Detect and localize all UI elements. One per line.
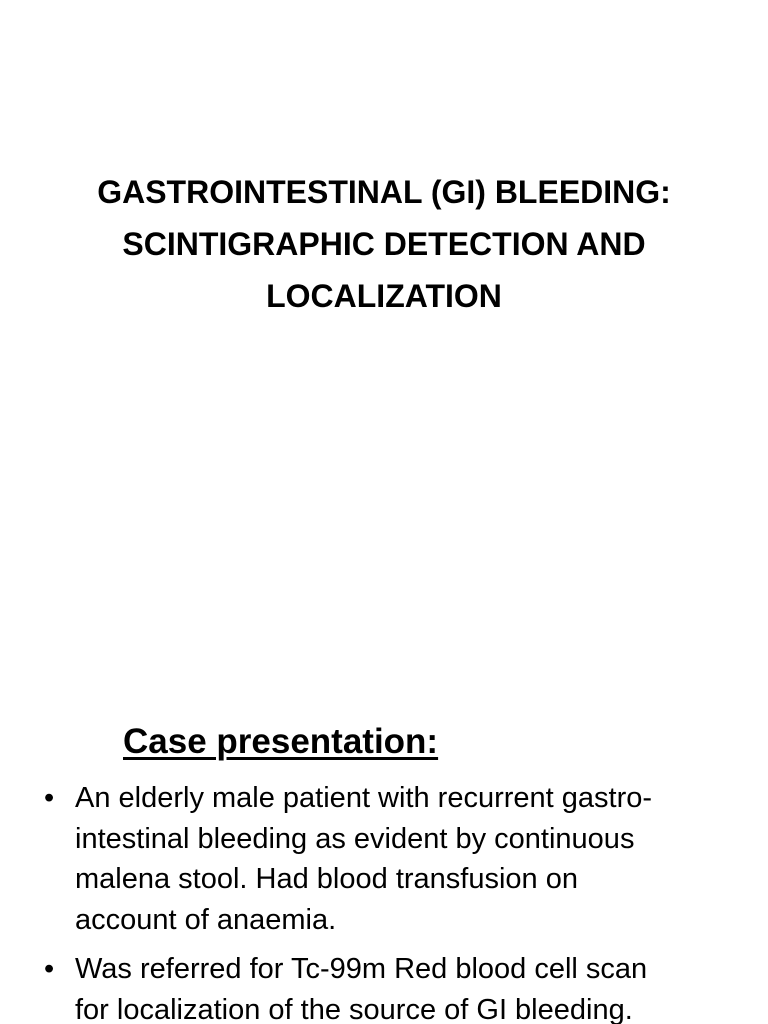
bullet-dot-icon: • <box>44 782 55 814</box>
title-line: SCINTIGRAPHIC DETECTION AND <box>122 226 646 262</box>
bullet-line: account of anaemia. <box>75 903 337 936</box>
bullet-dot-icon: • <box>44 953 55 985</box>
title-line: LOCALIZATION <box>266 278 502 314</box>
bullet-line: for localization of the source of GI bleeding. <box>75 993 633 1024</box>
bullet-text <box>75 778 742 940</box>
bullet-item <box>42 949 742 1024</box>
bullet-line: malena stool. Had blood transfusion on <box>75 863 578 895</box>
bullet-line: intestinal bleeding as evident by continuous <box>75 822 635 855</box>
bullet-list <box>42 778 742 1024</box>
section-heading: Case presentation: <box>123 722 439 761</box>
slide-title <box>40 166 728 322</box>
bullet-text <box>75 949 742 1024</box>
bullet-line: Was referred for Tc-99m Red blood cell scan <box>75 953 648 985</box>
title-line: GASTROINTESTINAL (GI) BLEEDING: <box>97 174 671 210</box>
bullet-item <box>42 778 742 940</box>
bullet-line: An elderly male patient with recurrent gastro- <box>75 782 653 814</box>
